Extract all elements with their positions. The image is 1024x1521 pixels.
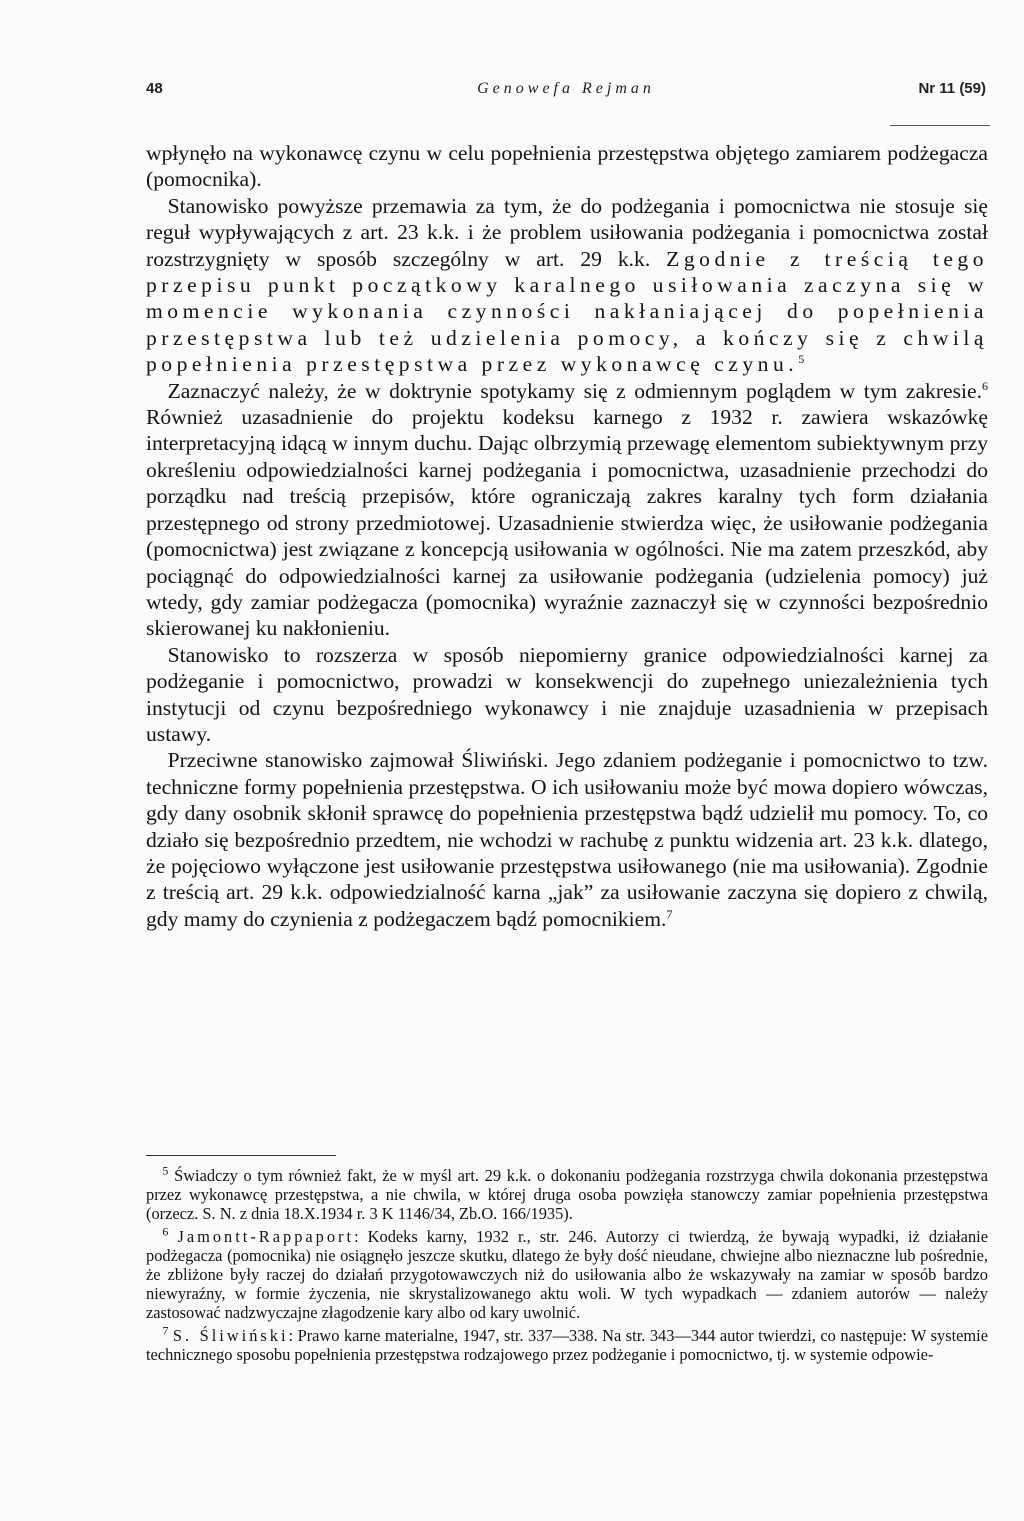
paragraph-3 [146, 378, 988, 642]
page-number: 48 [146, 80, 163, 97]
footnote-mark-6: 6 [162, 1224, 169, 1239]
paragraph-2-text: Stanowisko powyższe przemawia za tym, że do podżegania i pomocnictwa nie stosuje się reguł wypływających z art. 23 k.k. i że problem usiłowania podżegania i pomocnictwa został rozstrzygnięty w sposób szczególny w art. 29 k.k. [146, 193, 988, 271]
header-rule [890, 125, 990, 126]
paragraph-1: wpłynęło na wykonawcę czynu w celu popełnienia przestępstwa objętego zamiarem podżegacza (pomocnika). [146, 141, 988, 192]
paragraph-2-spaced: Zgodnie z treścią tego przepisu punkt początkowy karalnego usiłowania zaczyna się w momencie wykonania czynności nakłaniającej do popełnienia przestępstwa lub też udzielenia pomocy, a kończy się z chwilą popełnienia przestępstwa przez wykonawcę czynu. [146, 246, 989, 377]
main-text [146, 140, 988, 932]
footnote-7-text: : Prawo karne materialne, 1947, str. 337—338. Na str. 343—344 autor twierdzi, co następuje: W systemie technicznego sposobu popełnienia przestępstwa rodzajowego przez podżeganie i pomocnictwo, tj. w systemie odpowie- [146, 1325, 988, 1364]
paragraph-3-text-b: Również uzasadnienie do projektu kodeksu karnego z 1932 r. zawiera wskazówkę interpretacyjną idącą w innym duchu. Dając olbrzymią przewagę elementom subiektywnym przy określeniu odpowiedzialności karnej podżegania i pomocnictwa, uzasadnienie przechodzi do porządku nad treścią przepisów, które ograniczają zakres karalny tych form działania przestępnego od strony przedmiotowej. Uzasadnienie stwierdza więc, że usiłowanie podżegania (pomocnictwa) jest związane z koncepcją usiłowania w ogólności. Nie ma zatem przeszkód, aby pociągnąć do odpowiedzialności karnej za usiłowanie podżegania (udzielenia pomocy) już wtedy, gdy zamiar podżegacza (pomocnika) wyraźnie zaznaczył się w czynności bezpośrednio skierowanej ku nakłonieniu. [146, 405, 988, 641]
page-header [146, 74, 986, 104]
footnote-6-author: Jamontt-Rappaport [177, 1226, 355, 1246]
footnote-mark-5: 5 [162, 1163, 169, 1178]
footnote-ref-5: 5 [798, 352, 805, 367]
footnote-ref-6: 6 [982, 378, 988, 393]
footnote-5 [146, 1163, 988, 1224]
paragraph-2 [146, 193, 988, 378]
paragraph-5 [146, 747, 988, 932]
footnote-5-text: Świadczy o tym również fakt, że w myśl art. 29 k.k. o dokonaniu podżegania rozstrzyga chwila dokonania przestępstwa przez wykonawcę przestępstwa, a nie chwila, w której druga osoba powzięła stanowczy zamiar popełnienia przestępstwa (orzecz. S. N. z dnia 18.X.1934 r. 3 K 1146/34, Zb.O. 166/1935). [146, 1166, 988, 1224]
paragraph-4-text: Stanowisko to rozszerza w sposób niepomierny granice odpowiedzialności karnej za podżeganie i pomocnictwo, prowadzi w konsekwencji do zupełnego uniezależnienia tych instytucji od czynu bezpośredniego wykonawcy i nie znajduje uzasadnienia w przepisach ustawy. [146, 642, 988, 746]
issue-number: Nr 11 (59) [918, 80, 986, 97]
footnote-rule [146, 1155, 336, 1156]
footnote-7 [146, 1323, 988, 1364]
footnote-mark-7: 7 [162, 1323, 169, 1338]
paragraph-5-text: Przeciwne stanowisko zajmował Śliwiński. Jego zdaniem podżeganie i pomocnictwo to tzw. techniczne formy popełnienia przestępstwa. O ich usiłowaniu może być mowa dopiero wówczas, gdy dany osobnik skłonił sprawcę do popełnienia przestępstwa bądź udzielił mu pomocy. To, co działo się bezpośrednio przedtem, nie wchodzi w rachubę z punktu widzenia art. 23 k.k. dlatego, że pojęciowo wyłączone jest usiłowanie przestępstwa usiłowanego (nie ma usiłowania). Zgodnie z treścią art. 29 k.k. odpowiedzialność karna „jak” za usiłowanie zaczyna się dopiero z chwilą, gdy mamy do czynienia z podżegaczem bądź pomocnikiem. [146, 748, 988, 931]
paragraph-3-text-a: Zaznaczyć należy, że w doktrynie spotykamy się z odmiennym poglądem w tym zakresie. [167, 378, 982, 403]
footnote-6 [146, 1224, 988, 1323]
paragraph-4 [146, 642, 988, 748]
footnote-6-text: : Kodeks karny, 1932 r., str. 246. Autorzy ci twierdzą, że bywają wypadki, iż działanie podżegacza (pomocnika) nie osiągnęło jeszcze skutku, dlatego że były dość nieudane, chwiejne albo nieznaczne lub pośrednie, że zbliżone były raczej do działań przygotowawczych niż do usiłowania albo że wskazywały na zamiar w sposób bardzo niewyraźny, w formie życzenia, nie skrystalizowanego aktu woli. W tych wypadkach — zdaniem autorów — należy zastosować nadzwyczajne złagodzenie kary albo od kary uwolnić. [146, 1226, 988, 1323]
footnote-ref-7: 7 [666, 906, 673, 921]
running-title: Genowefa Rejman [477, 80, 655, 97]
footnotes [146, 1163, 988, 1367]
footnote-7-author: S. Śliwiński [172, 1325, 289, 1345]
